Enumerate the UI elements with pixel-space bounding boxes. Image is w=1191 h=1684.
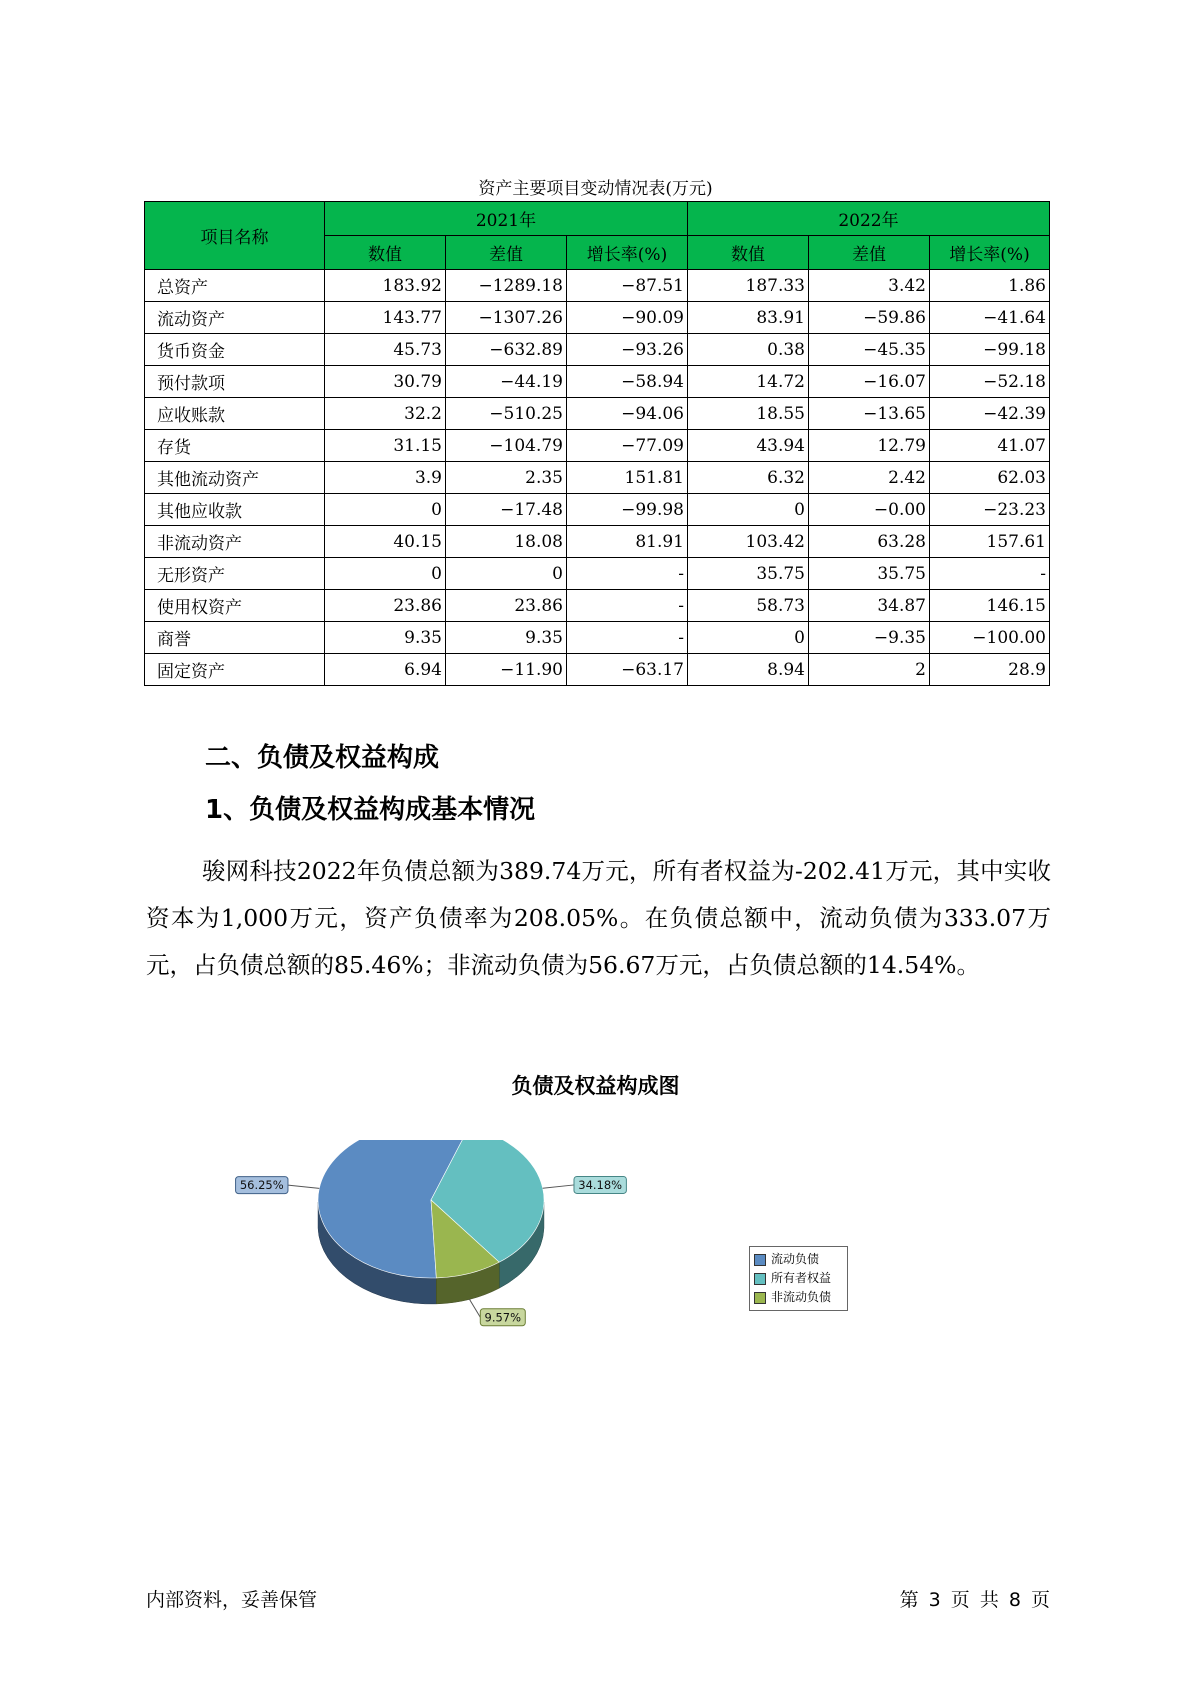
table-cell: −11.90 — [446, 654, 567, 686]
table-cell: 0 — [688, 622, 809, 654]
legend-swatch — [754, 1273, 766, 1285]
table-cell: 146.15 — [930, 590, 1050, 622]
table-cell: 0 — [325, 558, 446, 590]
table-cell: 35.75 — [688, 558, 809, 590]
subheader-value: 数值 — [688, 236, 809, 270]
row-label: 商誉 — [145, 622, 325, 654]
table-cell: 183.92 — [325, 270, 446, 302]
table-cell: 35.75 — [809, 558, 930, 590]
table-cell: −42.39 — [930, 398, 1050, 430]
subheader-diff: 差值 — [446, 236, 567, 270]
pie-chart — [0, 1140, 1191, 1400]
table-cell: 2.35 — [446, 462, 567, 494]
table-cell: −45.35 — [809, 334, 930, 366]
table-cell: 81.91 — [567, 526, 688, 558]
table-cell: −59.86 — [809, 302, 930, 334]
table-cell: 45.73 — [325, 334, 446, 366]
table-cell: −23.23 — [930, 494, 1050, 526]
table-row — [145, 366, 1050, 398]
table-cell: 31.15 — [325, 430, 446, 462]
table-row — [145, 334, 1050, 366]
footer-confidential: 内部资料，妥善保管 — [146, 1589, 318, 1611]
table-cell: 9.35 — [325, 622, 446, 654]
table-cell: −52.18 — [930, 366, 1050, 398]
table-cell: −13.65 — [809, 398, 930, 430]
table-cell: - — [930, 558, 1050, 590]
table-cell: 41.07 — [930, 430, 1050, 462]
table-cell: 0 — [688, 494, 809, 526]
table-cell: 6.94 — [325, 654, 446, 686]
table-cell: −100.00 — [930, 622, 1050, 654]
table-cell: 63.28 — [809, 526, 930, 558]
chart-title: 负债及权益构成图 — [511, 1074, 680, 1098]
pie-value-label: 56.25% — [239, 1178, 284, 1193]
subheader-growth: 增长率(%) — [930, 236, 1050, 270]
header-item-name: 项目名称 — [145, 202, 325, 270]
table-cell: 62.03 — [930, 462, 1050, 494]
table-cell: 43.94 — [688, 430, 809, 462]
table-cell: 40.15 — [325, 526, 446, 558]
row-label: 无形资产 — [145, 558, 325, 590]
header-year-2022: 2022年 — [688, 202, 1050, 236]
table-cell: −1307.26 — [446, 302, 567, 334]
chart-legend — [749, 1246, 848, 1311]
row-label: 使用权资产 — [145, 590, 325, 622]
table-cell: 34.87 — [809, 590, 930, 622]
table-cell: 23.86 — [446, 590, 567, 622]
table-cell: 28.9 — [930, 654, 1050, 686]
table-cell: 83.91 — [688, 302, 809, 334]
table-cell: 30.79 — [325, 366, 446, 398]
table-cell: 103.42 — [688, 526, 809, 558]
table-cell: −90.09 — [567, 302, 688, 334]
table-cell: −41.64 — [930, 302, 1050, 334]
table-cell: 18.08 — [446, 526, 567, 558]
table-cell: - — [567, 558, 688, 590]
table-cell: 18.55 — [688, 398, 809, 430]
table-row — [145, 430, 1050, 462]
table-row — [145, 494, 1050, 526]
row-label: 总资产 — [145, 270, 325, 302]
table-row — [145, 398, 1050, 430]
table-cell: 14.72 — [688, 366, 809, 398]
table-cell: 9.35 — [446, 622, 567, 654]
table-cell: −63.17 — [567, 654, 688, 686]
table-row — [145, 558, 1050, 590]
table-cell: 3.9 — [325, 462, 446, 494]
table-cell: 1.86 — [930, 270, 1050, 302]
row-label: 货币资金 — [145, 334, 325, 366]
table-row — [145, 462, 1050, 494]
table-cell: 6.32 — [688, 462, 809, 494]
row-label: 预付款项 — [145, 366, 325, 398]
table-cell: −104.79 — [446, 430, 567, 462]
legend-item — [754, 1250, 843, 1269]
table-cell: −0.00 — [809, 494, 930, 526]
table-cell: −1289.18 — [446, 270, 567, 302]
table-cell: 58.73 — [688, 590, 809, 622]
body-paragraph: 骏网科技2022年负债总额为389.74万元，所有者权益为-202.41万元，其中实收资本为1,000万元，资产负债率为208.05%。在负债总额中，流动负债为333.07万元，占负债总额的85.46%；非流动负债为56.67万元，占负债总额的14.54%。 — [146, 857, 1051, 979]
pie-leader-line — [470, 1299, 481, 1317]
assets-table — [144, 201, 1050, 686]
subheader-value: 数值 — [325, 236, 446, 270]
table-cell: −99.98 — [567, 494, 688, 526]
table-cell: −94.06 — [567, 398, 688, 430]
legend-label: 所有者权益 — [771, 1271, 832, 1285]
row-label: 流动资产 — [145, 302, 325, 334]
table-cell: 151.81 — [567, 462, 688, 494]
pie-leader-line — [543, 1185, 574, 1188]
table-cell: 3.42 — [809, 270, 930, 302]
table-cell: 8.94 — [688, 654, 809, 686]
header-year-2021: 2021年 — [325, 202, 688, 236]
table-cell: 32.2 — [325, 398, 446, 430]
section-heading: 二、负债及权益构成 — [205, 743, 440, 773]
table-cell: - — [567, 590, 688, 622]
table-cell: - — [567, 622, 688, 654]
table-cell: 2 — [809, 654, 930, 686]
table-cell: −44.19 — [446, 366, 567, 398]
table-cell: −632.89 — [446, 334, 567, 366]
table-cell: 0.38 — [688, 334, 809, 366]
pie-leader-line — [288, 1185, 319, 1188]
table-cell: −93.26 — [567, 334, 688, 366]
legend-item — [754, 1269, 843, 1288]
footer-page-number: 第 3 页 共 8 页 — [899, 1589, 1050, 1611]
subheader-diff: 差值 — [809, 236, 930, 270]
row-label: 其他流动资产 — [145, 462, 325, 494]
table-cell: −9.35 — [809, 622, 930, 654]
table-cell: −87.51 — [567, 270, 688, 302]
legend-swatch — [754, 1292, 766, 1304]
pie-value-label: 9.57% — [484, 1310, 522, 1325]
table-cell: 187.33 — [688, 270, 809, 302]
legend-label: 非流动负债 — [771, 1290, 832, 1304]
table-row — [145, 654, 1050, 686]
table-cell: −99.18 — [930, 334, 1050, 366]
subheader-growth: 增长率(%) — [567, 236, 688, 270]
table-cell: −16.07 — [809, 366, 930, 398]
row-label: 其他应收款 — [145, 494, 325, 526]
legend-label: 流动负债 — [771, 1252, 820, 1266]
row-label: 非流动资产 — [145, 526, 325, 558]
table-row — [145, 302, 1050, 334]
pie-value-label: 34.18% — [578, 1177, 623, 1192]
table-cell: −58.94 — [567, 366, 688, 398]
table-row — [145, 526, 1050, 558]
table-cell: 143.77 — [325, 302, 446, 334]
table-cell: 157.61 — [930, 526, 1050, 558]
row-label: 应收账款 — [145, 398, 325, 430]
table-cell: 0 — [325, 494, 446, 526]
table-row — [145, 622, 1050, 654]
table-cell: −510.25 — [446, 398, 567, 430]
table-cell: −77.09 — [567, 430, 688, 462]
row-label: 固定资产 — [145, 654, 325, 686]
table-cell: −17.48 — [446, 494, 567, 526]
table-row — [145, 270, 1050, 302]
table-cell: 23.86 — [325, 590, 446, 622]
table-row — [145, 590, 1050, 622]
legend-item — [754, 1288, 843, 1307]
subsection-heading: 1、负债及权益构成基本情况 — [205, 795, 536, 825]
legend-swatch — [754, 1254, 766, 1266]
table-cell: 12.79 — [809, 430, 930, 462]
table-caption: 资产主要项目变动情况表(万元) — [478, 179, 713, 199]
table-cell: 0 — [446, 558, 567, 590]
table-cell: 2.42 — [809, 462, 930, 494]
row-label: 存货 — [145, 430, 325, 462]
